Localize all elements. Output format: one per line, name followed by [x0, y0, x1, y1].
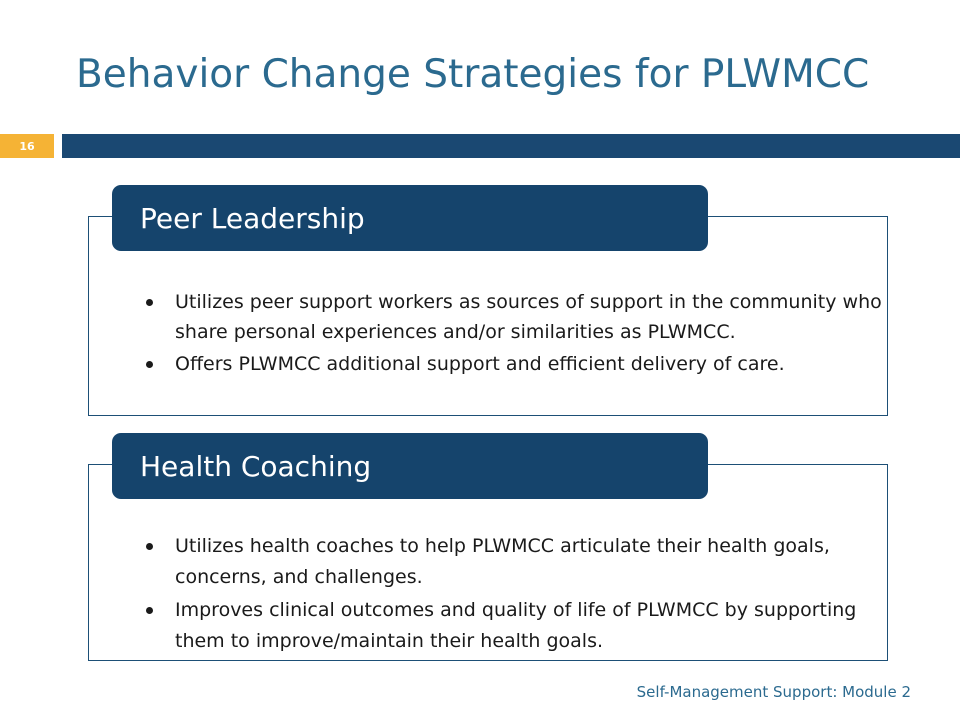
- bullet-text: Utilizes peer support workers as sources of support in the community who share personal experiences and/or similarities as PLWMCC.: [175, 291, 882, 343]
- bullet-text: Improves clinical outcomes and quality of life of PLWMCC by supporting them to improve/maintain their health goals.: [175, 599, 857, 652]
- slide-number-badge: 16: [0, 134, 54, 158]
- peer-leadership-heading: Peer Leadership: [112, 185, 708, 251]
- bullet-icon: [146, 543, 153, 550]
- bullet-text: Utilizes health coaches to help PLWMCC articulate their health goals, concerns, and challenges.: [175, 535, 830, 588]
- slide-title: Behavior Change Strategies for PLWMCC: [76, 52, 870, 97]
- title-divider-bar: [62, 134, 960, 158]
- list-item: [146, 531, 886, 593]
- bullet-icon: [146, 299, 153, 306]
- slide-footer: Self-Management Support: Module 2: [636, 683, 911, 701]
- bullet-icon: [146, 361, 153, 368]
- health-coaching-heading: Health Coaching: [112, 433, 708, 499]
- health-coaching-bullet-list: [146, 531, 886, 659]
- list-item: [146, 595, 886, 657]
- list-item: [146, 287, 886, 347]
- bullet-text: Offers PLWMCC additional support and efficient delivery of care.: [175, 353, 785, 375]
- list-item: [146, 349, 886, 379]
- bullet-icon: [146, 607, 153, 614]
- peer-leadership-bullet-list: [146, 287, 886, 381]
